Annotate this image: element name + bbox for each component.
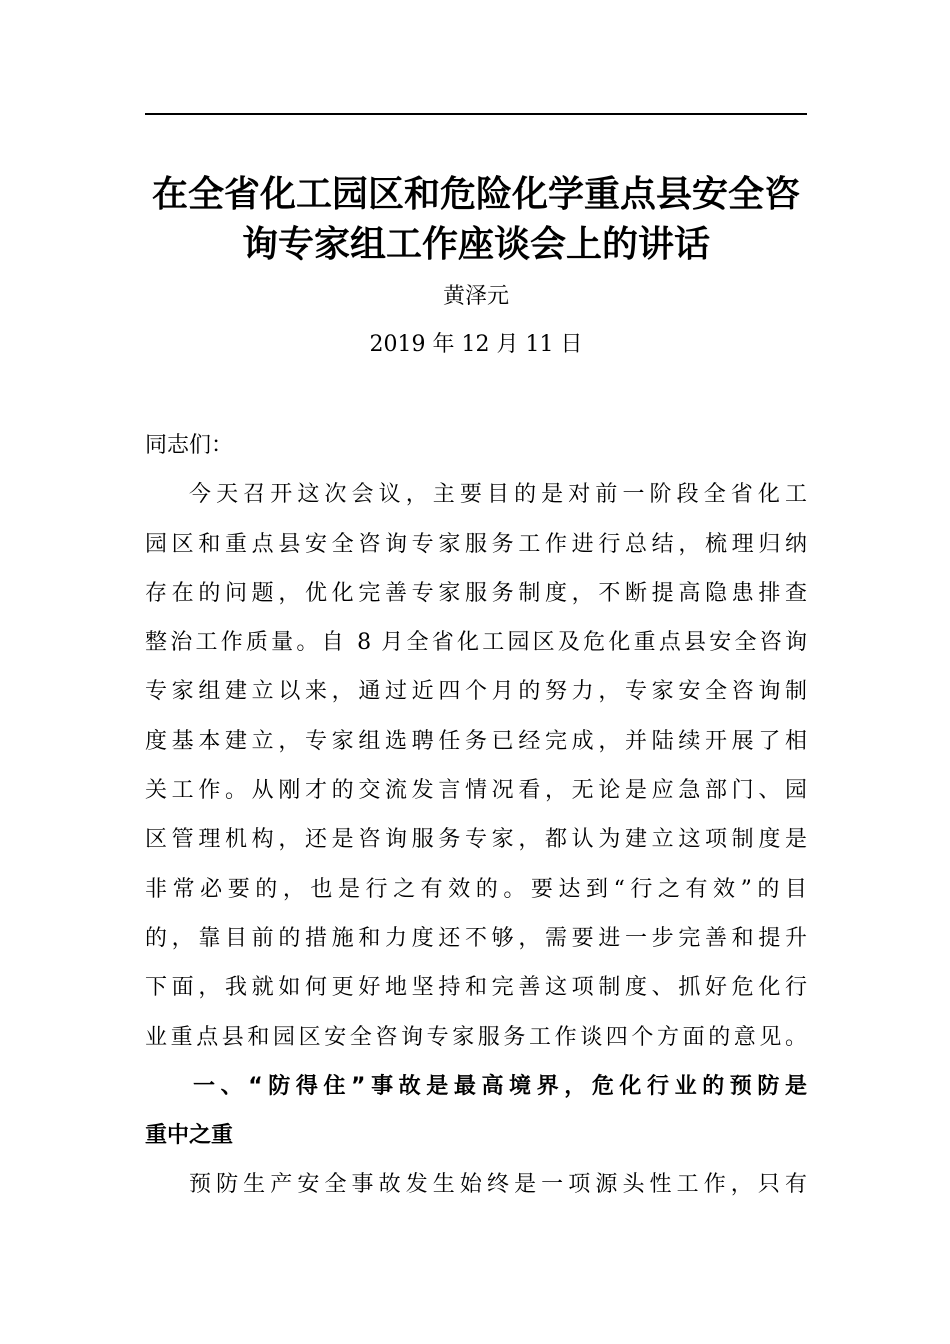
paragraph-line: 区管理机构，还是咨询服务专家，都认为建立这项制度是 <box>145 827 807 853</box>
paragraph-line: 园区和重点县安全咨询专家服务工作进行总结，梳理归纳 <box>145 531 807 557</box>
section-heading-line: 一、“防得住”事故是最高境界，危化行业的预防是 <box>193 1073 807 1099</box>
title-line: 询专家组工作座谈会上的讲话 <box>241 224 710 265</box>
paragraph-line: 专家组建立以来，通过近四个月的努力，专家安全咨询制 <box>145 679 807 705</box>
document-title <box>145 170 807 270</box>
paragraph-line: 整治工作质量。自 8 月全省化工园区及危化重点县安全咨询 <box>145 630 807 656</box>
paragraph-line: 业重点县和园区安全咨询专家服务工作谈四个方面的意见。 <box>145 1024 807 1050</box>
paragraph-line: 下面，我就如何更好地坚持和完善这项制度、抓好危化行 <box>145 975 807 1001</box>
paragraph-line: 存在的问题，优化完善专家服务制度，不断提高隐患排查 <box>145 580 807 606</box>
paragraph-line: 非常必要的，也是行之有效的。要达到“行之有效”的目 <box>145 876 807 902</box>
paragraph-line: 今天召开这次会议，主要目的是对前一阶段全省化工 <box>189 482 807 508</box>
title-line: 在全省化工园区和危险化学重点县安全咨 <box>151 174 800 215</box>
paragraph-line: 关工作。从刚才的交流发言情况看，无论是应急部门、园 <box>145 778 807 804</box>
document-body <box>145 426 807 1215</box>
speech-date: 2019 年 12 月 11 日 <box>369 332 583 357</box>
salutation: 同志们： <box>145 433 234 458</box>
paragraph-line: 度基本建立，专家组选聘任务已经完成，并陆续开展了相 <box>145 728 807 754</box>
header-rule <box>145 113 807 115</box>
author-name: 黄泽元 <box>442 284 509 309</box>
paragraph-line: 预防生产安全事故发生始终是一项源头性工作，只有 <box>189 1172 807 1198</box>
paragraph-line: 的，靠目前的措施和力度还不够，需要进一步完善和提升 <box>145 925 807 951</box>
section-heading-line: 重中之重 <box>145 1123 234 1149</box>
